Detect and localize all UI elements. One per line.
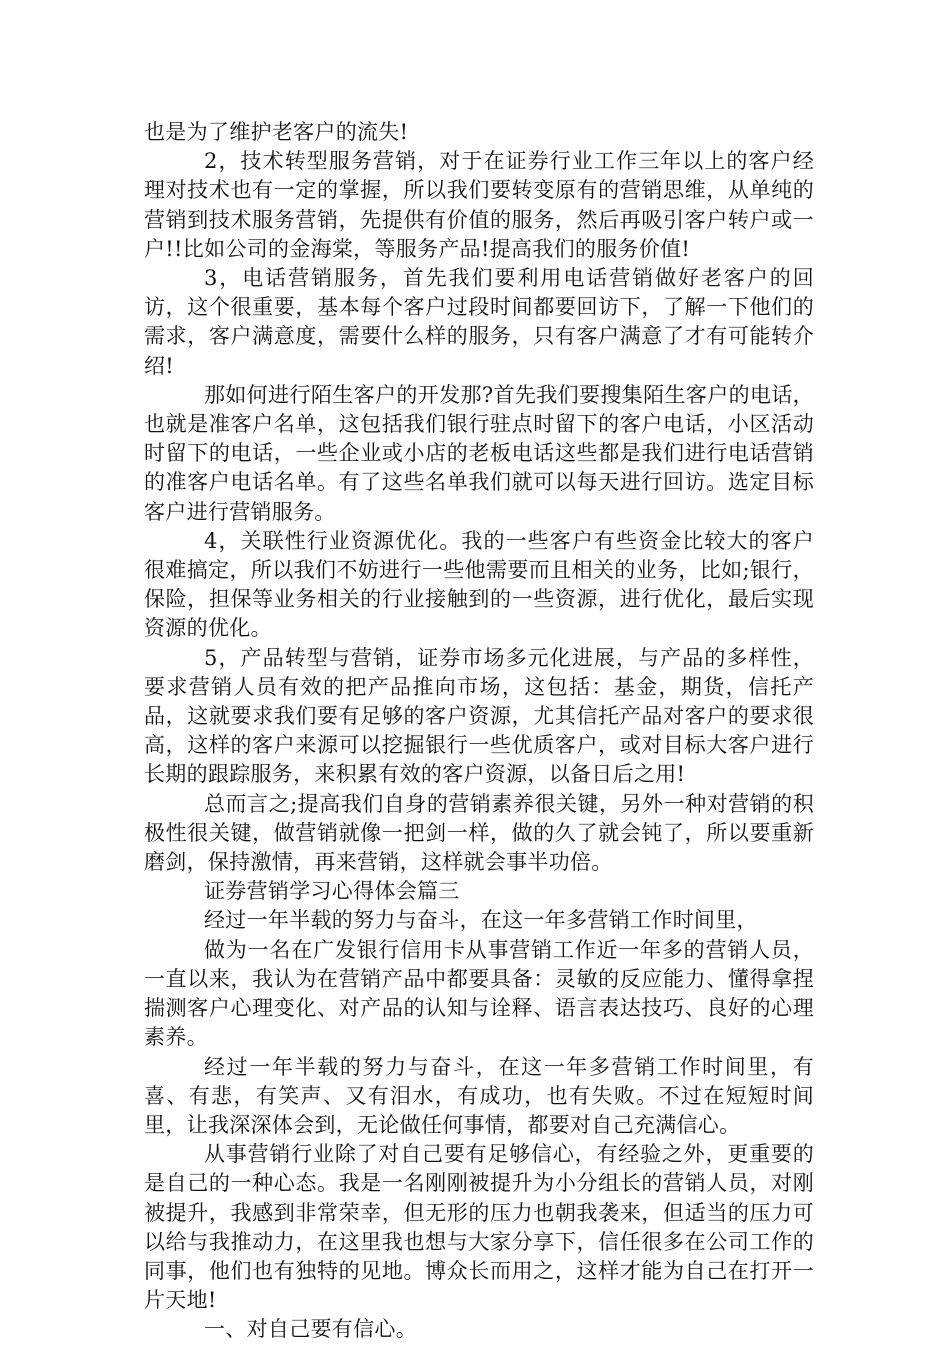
subheading-confidence: 一、对自己要有信心。 — [204, 1317, 417, 1342]
paragraph-item-4-resource-optimization: 4，关联性行业资源优化。我的一些客户有些资金比较大的客户很难搞定，所以我们不妨进行一些他需要而且相关的业务，比如;银行，保险，担保等业务相关的行业接触到的一些资源，进行优化，最后实现资源的优化。 — [144, 528, 814, 641]
paragraph-new-customer-development: 那如何进行陌生客户的开发那?首先我们要搜集陌生客户的电话，也就是准客户名单，这包括我们银行驻点时留下的客户电话，小区活动时留下的电话，一些企业或小店的老板电话这些都是我们进行电话营销的准客户电话名单。有了这些名单我们就可以每天进行回访。选定目标客户进行营销服务。 — [144, 382, 814, 524]
paragraph-item-5-product-transformation: 5，产品转型与营销，证券市场多元化进展，与产品的多样性，要求营销人员有效的把产品推向市场，这包括：基金，期货，信托产品，这就要求我们要有足够的客户资源，尤其信托产品对客户的要求很高，这样的客户来源可以挖掘银行一些优质客户，或对目标大客户进行长期的跟踪服务，来积累有效的客户资源，以备日后之用! — [144, 645, 814, 787]
section-heading-part-three: 证券营销学习心得体会篇三 — [204, 879, 460, 904]
paragraph-item-3-phone-marketing: 3，电话营销服务，首先我们要利用电话营销做好老客户的回访，这个很重要，基本每个客户过段时间都要回访下，了解一下他们的需求，客户满意度，需要什么样的服务，只有客户满意了才有可能转介绍! — [144, 266, 814, 378]
paragraph-item-2-technical-service: 2，技术转型服务营销，对于在证券行业工作三年以上的客户经理对技术也有一定的掌握，所以我们要转变原有的营销思维，从单纯的营销到技术服务营销，先提供有价值的服务，然后再吸引客户转户或一户!!比如公司的金海棠，等服务产品!提高我们的服务价值! — [144, 149, 814, 261]
paragraph-experience: 经过一年半载的努力与奋斗，在这一年多营销工作时间里，有喜、有悲，有笑声、又有泪水，有成功，也有失败。不过在短短时间里，让我深深体会到，无论做任何事情，都要对自己充满信心。 — [144, 1054, 814, 1137]
paragraph-intro: 经过一年半载的努力与奋斗，在这一年多营销工作时间里， — [204, 908, 758, 933]
paragraph-mindset: 从事营销行业除了对自己要有足够信心，有经验之外，更重要的是自己的一种心态。我是一名刚刚被提升为小分组长的营销人员，对刚被提升，我感到非常荣幸，但无形的压力也朝我袭来，但适当的压力可以给与我推动力，在这里我也想与大家分享下，信任很多在公司工作的同事，他们也有独特的见地。博众长而用之，这样才能为自己在打开一片天地! — [144, 1142, 814, 1313]
document-page — [144, 118, 814, 1345]
paragraph-continuation: 也是为了维护老客户的流失! — [144, 120, 409, 144]
paragraph-summary: 总而言之;提高我们自身的营销素养很关键，另外一种对营销的积极性很关键，做营销就像一把剑一样，做的久了就会钝了，所以要重新磨剑，保持激情，再来营销，这样就会事半功倍。 — [144, 791, 814, 875]
paragraph-skills: 做为一名在广发银行信用卡从事营销工作近一年多的营销人员，一直以来，我认为在营销产品中都要具备：灵敏的反应能力、懂得拿捏揣测客户心理变化、对产品的认知与诠释、语言表达技巧、良好的心理素养。 — [144, 937, 814, 1050]
